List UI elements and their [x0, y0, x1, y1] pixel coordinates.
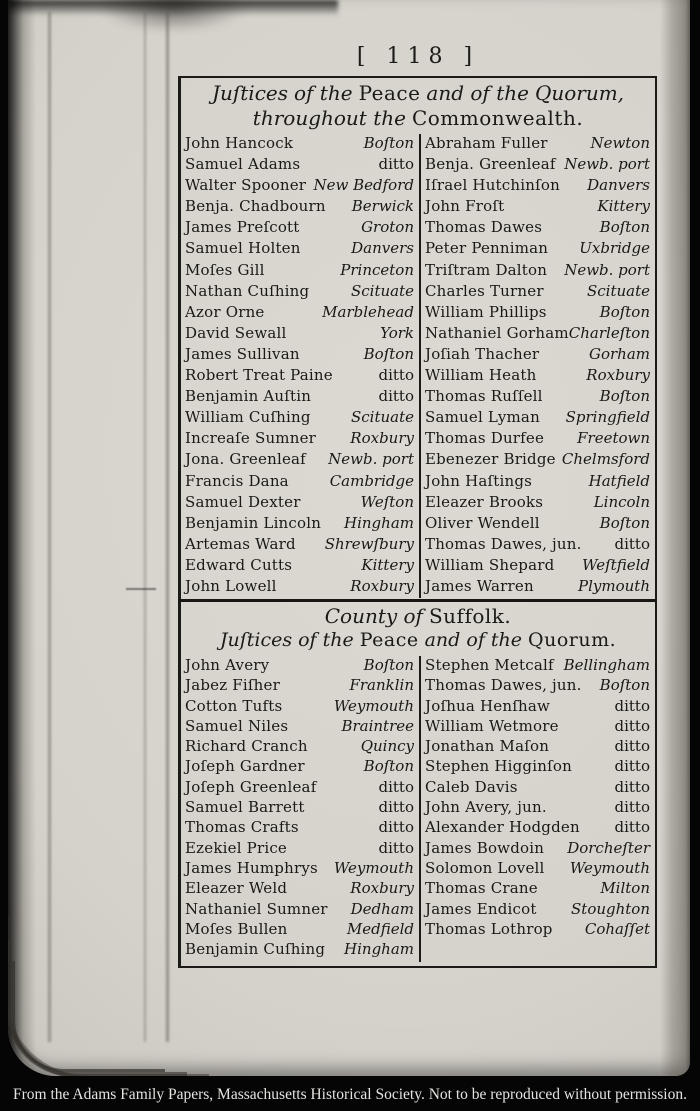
- justice-town: Shrewſbury: [324, 534, 414, 553]
- justice-town: ditto: [614, 534, 650, 553]
- justice-row: [421, 778, 655, 798]
- justice-name: Moſes Gill: [185, 260, 265, 279]
- justice-town: Scituate: [350, 281, 414, 300]
- justice-row: [421, 134, 655, 155]
- justice-town: Hatfield: [588, 471, 650, 490]
- justice-row: [421, 261, 655, 282]
- justice-row: [181, 839, 419, 859]
- justice-name: Samuel Holten: [185, 239, 301, 258]
- justice-name: Thomas Crafts: [185, 818, 299, 837]
- justice-town: Quincy: [360, 737, 414, 756]
- justice-row: [421, 239, 655, 260]
- justice-name: John Hancock: [185, 134, 294, 152]
- justice-name: Solomon Lovell: [425, 858, 545, 877]
- commonwealth-heading-line2: [181, 106, 655, 130]
- justice-town: Hingham: [344, 940, 414, 959]
- page-edge-shadow: [660, 0, 690, 1076]
- justice-town: ditto: [378, 798, 414, 817]
- justice-row: [181, 450, 419, 471]
- justice-town: York: [380, 323, 414, 342]
- justice-town: Danvers: [587, 176, 650, 195]
- justice-name: Thomas Dawes, jun.: [424, 534, 582, 553]
- justice-name: Nathaniel Gorham: [424, 323, 569, 342]
- justice-town: Marblehead: [322, 302, 414, 321]
- justice-town: Kittery: [597, 197, 650, 216]
- justice-name: Samuel Barrett: [185, 798, 305, 817]
- justice-town: Berwick: [351, 197, 414, 216]
- justice-row: [421, 676, 655, 696]
- justice-name: William Shepard: [424, 555, 555, 574]
- justice-row: [181, 345, 419, 366]
- justice-town: ditto: [378, 777, 414, 796]
- justice-town: Bellingham: [563, 656, 650, 674]
- justice-name: John Avery, jun.: [425, 798, 547, 817]
- heading-word: Peace: [358, 81, 421, 105]
- justice-town: Roxbury: [350, 576, 414, 595]
- justice-name: Edward Cutts: [185, 555, 293, 574]
- book-page: [8, 0, 690, 1076]
- justice-name: Jona. Greenleaf: [185, 450, 306, 469]
- suffolk-county-heading: [181, 604, 655, 628]
- justice-row: [421, 282, 655, 303]
- justice-row: [421, 303, 655, 324]
- justice-name: Jonathan Maſon: [425, 737, 550, 756]
- justice-name: Francis Dana: [185, 471, 289, 490]
- justice-town: Cohaſſet: [584, 919, 650, 938]
- justice-town: Boſton: [363, 757, 414, 776]
- heading-word: and of the: [426, 81, 529, 105]
- justice-name: Moſes Bullen: [185, 919, 288, 938]
- justice-row: [421, 757, 655, 777]
- justice-row: [181, 859, 419, 879]
- justice-town: Charleſton: [568, 323, 650, 342]
- justice-town: New Bedford: [313, 176, 414, 195]
- justice-row: [181, 176, 419, 197]
- justice-row: [181, 514, 419, 535]
- justice-town: Danvers: [351, 239, 414, 258]
- justice-name: Ebenezer Bridge: [424, 450, 556, 469]
- justice-name: Benjamin Lincoln: [185, 513, 322, 532]
- justice-name: James Endicot: [425, 899, 537, 918]
- justice-town: Springfield: [565, 408, 650, 427]
- justice-row: [421, 218, 655, 239]
- justice-name: Triſtram Dalton: [424, 260, 548, 279]
- justice-row: [181, 717, 419, 737]
- justice-row: [421, 717, 655, 737]
- justice-row: [181, 556, 419, 577]
- justice-row: [421, 345, 655, 366]
- justice-row: [421, 798, 655, 818]
- justice-town: ditto: [378, 155, 414, 174]
- justice-row: [181, 387, 419, 408]
- justice-town: Uxbridge: [579, 239, 650, 258]
- heading-word: of the: [298, 629, 354, 651]
- justice-name: Stephen Metcalf: [425, 656, 554, 674]
- justice-town: ditto: [614, 818, 650, 837]
- suffolk-left-column: [181, 656, 421, 962]
- justice-row: [421, 450, 655, 471]
- justice-row: [421, 879, 655, 899]
- justice-name: Samuel Niles: [185, 716, 289, 735]
- justice-name: Thomas Durfee: [424, 429, 545, 448]
- justice-town: Scituate: [586, 281, 650, 300]
- justice-name: Artemas Ward: [185, 534, 296, 553]
- heading-word: County of: [324, 604, 423, 628]
- justice-name: Ezekiel Price: [185, 838, 287, 857]
- heading-word: Juſtices: [219, 629, 293, 651]
- justice-name: James Humphrys: [185, 858, 318, 877]
- justice-town: ditto: [614, 757, 650, 776]
- justice-row: [421, 697, 655, 717]
- justice-town: Newb. port: [564, 155, 650, 174]
- justice-name: Joſhua Henſhaw: [425, 696, 551, 715]
- justice-name: Joſeph Greenleaf: [185, 777, 317, 796]
- justice-row: [421, 387, 655, 408]
- justice-row: [181, 408, 419, 429]
- heading-word: Commonwealth.: [411, 106, 584, 130]
- justice-town: Chelmsford: [561, 450, 650, 469]
- justice-town: Cambridge: [329, 471, 414, 490]
- suffolk-justices-list: [181, 656, 655, 962]
- justice-town: ditto: [614, 716, 650, 735]
- justice-row: [421, 197, 655, 218]
- justice-row: [181, 493, 419, 514]
- justice-row: [421, 818, 655, 838]
- justice-name: Nathaniel Sumner: [185, 899, 328, 918]
- justice-name: Charles Turner: [424, 281, 544, 300]
- justice-town: Medfield: [346, 919, 414, 938]
- justice-row: [421, 408, 655, 429]
- justice-town: ditto: [614, 798, 650, 817]
- commonwealth-justices-list: [181, 134, 655, 598]
- justice-name: Walter Spooner: [185, 176, 307, 195]
- justice-town: Scituate: [350, 408, 414, 427]
- justice-name: John Lowell: [185, 576, 277, 595]
- justice-name: Eleazer Weld: [185, 879, 288, 898]
- justice-name: James Warren: [424, 576, 534, 595]
- justice-name: Benja. Greenleaf: [424, 155, 556, 174]
- justice-name: John Haſtings: [424, 471, 533, 490]
- justice-name: William Wetmore: [425, 716, 559, 735]
- justice-name: Jabez Fiſher: [185, 676, 280, 695]
- justice-town: Boſton: [599, 302, 650, 321]
- justice-row: [421, 577, 655, 598]
- justice-name: James Bowdoin: [425, 838, 545, 857]
- justice-town: Boſton: [599, 387, 650, 406]
- justice-name: Nathan Cuſhing: [185, 281, 310, 300]
- section-divider-rule: [178, 599, 657, 602]
- justice-name: Benjamin Auſtin: [185, 387, 312, 406]
- justice-town: Stoughton: [571, 899, 650, 918]
- justice-row: [181, 134, 419, 155]
- justice-row: [181, 697, 419, 717]
- justice-name: Richard Cranch: [185, 737, 308, 756]
- justice-row: [181, 757, 419, 777]
- archive-caption: From the Adams Family Papers, Massachusetts Historical Society. Not to be reproduced without permission.: [12, 1086, 687, 1103]
- justice-town: Princeton: [340, 260, 414, 279]
- justice-name: John Avery: [185, 656, 270, 674]
- justice-town: ditto: [378, 818, 414, 837]
- justice-row: [181, 218, 419, 239]
- justice-row: [181, 197, 419, 218]
- justice-town: Weſtfield: [582, 555, 650, 574]
- justice-row: [181, 778, 419, 798]
- justice-name: Caleb Davis: [425, 777, 518, 796]
- justice-row: [181, 798, 419, 818]
- justice-town: Braintree: [341, 716, 414, 735]
- justice-town: Kittery: [361, 555, 414, 574]
- justice-name: Iſrael Hutchinſon: [424, 176, 560, 195]
- justice-name: Benja. Chadbourn: [185, 197, 326, 216]
- justice-row: [421, 472, 655, 493]
- justice-row: [421, 429, 655, 450]
- justices-table-frame: [178, 76, 657, 968]
- justice-name: Samuel Adams: [185, 155, 301, 174]
- justice-row: [421, 324, 655, 345]
- justice-row: [421, 514, 655, 535]
- commonwealth-right-column: [421, 134, 655, 598]
- page-fold-line: [144, 12, 146, 1042]
- suffolk-right-column: [421, 656, 655, 962]
- page-fold-line: [48, 12, 51, 1042]
- ink-scratch: [126, 588, 156, 590]
- justice-row: [181, 920, 419, 940]
- justice-name: Cotton Tufts: [185, 696, 283, 715]
- justice-row: [421, 656, 655, 676]
- justice-row: [181, 261, 419, 282]
- justice-town: ditto: [378, 387, 414, 406]
- justice-name: Eleazer Brooks: [424, 492, 544, 511]
- justice-row: [421, 176, 655, 197]
- heading-word: Quorum,: [534, 81, 625, 105]
- justice-town: Freetown: [577, 429, 650, 448]
- justice-town: Hingham: [344, 513, 414, 532]
- commonwealth-heading-line1: [181, 81, 655, 105]
- justice-row: [181, 818, 419, 838]
- heading-word: throughout the: [252, 106, 406, 130]
- justice-name: Alexander Hodgden: [425, 818, 580, 837]
- justice-row: [181, 324, 419, 345]
- justice-town: ditto: [614, 777, 650, 796]
- justice-town: ditto: [614, 737, 650, 756]
- justice-row: [181, 239, 419, 260]
- justice-name: Peter Penniman: [424, 239, 549, 258]
- justice-row: [421, 493, 655, 514]
- justice-name: Thomas Ruſſell: [424, 387, 543, 406]
- justice-town: Roxbury: [586, 366, 650, 385]
- justice-town: Boſton: [363, 656, 414, 674]
- justice-row: [421, 737, 655, 757]
- justice-town: Dedham: [350, 899, 414, 918]
- justice-town: Newb. port: [328, 450, 414, 469]
- heading-word: Peace: [359, 629, 419, 651]
- justice-row: [421, 839, 655, 859]
- suffolk-justices-heading: [181, 629, 655, 651]
- justice-name: David Sewall: [185, 323, 287, 342]
- justice-row: [181, 366, 419, 387]
- justice-row: [181, 656, 419, 676]
- page-curl: [12, 961, 165, 1072]
- justice-name: Thomas Lothrop: [425, 919, 553, 938]
- corner-stain: [98, 0, 248, 32]
- justice-name: Thomas Dawes: [424, 218, 543, 237]
- justice-name: John Froſt: [424, 197, 505, 216]
- justice-name: Abraham Fuller: [424, 134, 548, 152]
- justice-town: Boſton: [363, 134, 414, 152]
- justice-row: [181, 155, 419, 176]
- justice-name: Robert Treat Paine: [185, 366, 333, 385]
- justice-row: [421, 900, 655, 920]
- justice-row: [181, 676, 419, 696]
- justice-town: ditto: [614, 696, 650, 715]
- justice-name: Joſeph Gardner: [185, 757, 305, 776]
- justice-name: Benjamin Cuſhing: [185, 940, 326, 959]
- justice-name: William Phillips: [424, 302, 547, 321]
- justice-town: Boſton: [599, 676, 650, 695]
- justice-name: Stephen Higginſon: [425, 757, 572, 776]
- justice-row: [181, 282, 419, 303]
- heading-word: Juſtices: [211, 81, 288, 105]
- justice-row: [181, 879, 419, 899]
- justice-row: [181, 535, 419, 556]
- justice-name: Thomas Dawes, jun.: [425, 676, 582, 695]
- justice-town: Gorham: [588, 344, 650, 363]
- justice-row: [181, 303, 419, 324]
- justice-town: ditto: [378, 366, 414, 385]
- justice-town: Roxbury: [350, 429, 414, 448]
- justice-town: Weymouth: [333, 696, 414, 715]
- justice-town: Dorcheſter: [567, 838, 650, 857]
- heading-word: Suffolk.: [428, 604, 512, 628]
- justice-town: Boſton: [363, 344, 414, 363]
- justice-row: [421, 366, 655, 387]
- page-fold-line: [166, 12, 169, 1042]
- justice-row: [181, 900, 419, 920]
- justice-town: Roxbury: [350, 879, 414, 898]
- justice-row: [421, 920, 655, 940]
- justice-name: James Sullivan: [185, 344, 300, 363]
- justice-name: Joſiah Thacher: [424, 344, 540, 363]
- justice-town: Plymouth: [578, 576, 650, 595]
- justice-row: [421, 859, 655, 879]
- justice-name: William Cuſhing: [185, 408, 311, 427]
- justice-row: [421, 535, 655, 556]
- justice-name: Thomas Crane: [425, 879, 538, 898]
- justice-town: Milton: [600, 879, 650, 898]
- justice-town: Weſton: [360, 492, 414, 511]
- justice-town: Lincoln: [593, 492, 650, 511]
- justice-row: [421, 556, 655, 577]
- justice-row: [181, 429, 419, 450]
- justice-name: Samuel Dexter: [185, 492, 301, 511]
- heading-word: and of the: [424, 629, 523, 651]
- heading-word: Quorum.: [528, 629, 617, 651]
- justice-row: [181, 737, 419, 757]
- justice-row: [181, 940, 419, 960]
- justice-row: [181, 472, 419, 493]
- justice-name: James Preſcott: [185, 218, 300, 237]
- justice-name: William Heath: [424, 366, 537, 385]
- justice-name: Azor Orne: [185, 302, 265, 321]
- justice-town: Franklin: [349, 676, 414, 695]
- justice-town: Boſton: [599, 513, 650, 532]
- justice-town: ditto: [378, 838, 414, 857]
- heading-word: of the: [294, 81, 353, 105]
- justice-name: Oliver Wendell: [424, 513, 540, 532]
- justice-town: Groton: [361, 218, 414, 237]
- justice-town: Weymouth: [333, 858, 414, 877]
- justice-row: [181, 577, 419, 598]
- justice-name: Samuel Lyman: [424, 408, 540, 427]
- justice-town: Newb. port: [564, 260, 650, 279]
- justice-town: Boſton: [599, 218, 650, 237]
- justice-name: Increaſe Sumner: [185, 429, 317, 448]
- justice-town: Weymouth: [569, 858, 650, 877]
- commonwealth-left-column: [181, 134, 421, 598]
- page-number: [ 118 ]: [356, 44, 480, 69]
- justice-town: Newton: [590, 134, 650, 152]
- justice-row: [421, 155, 655, 176]
